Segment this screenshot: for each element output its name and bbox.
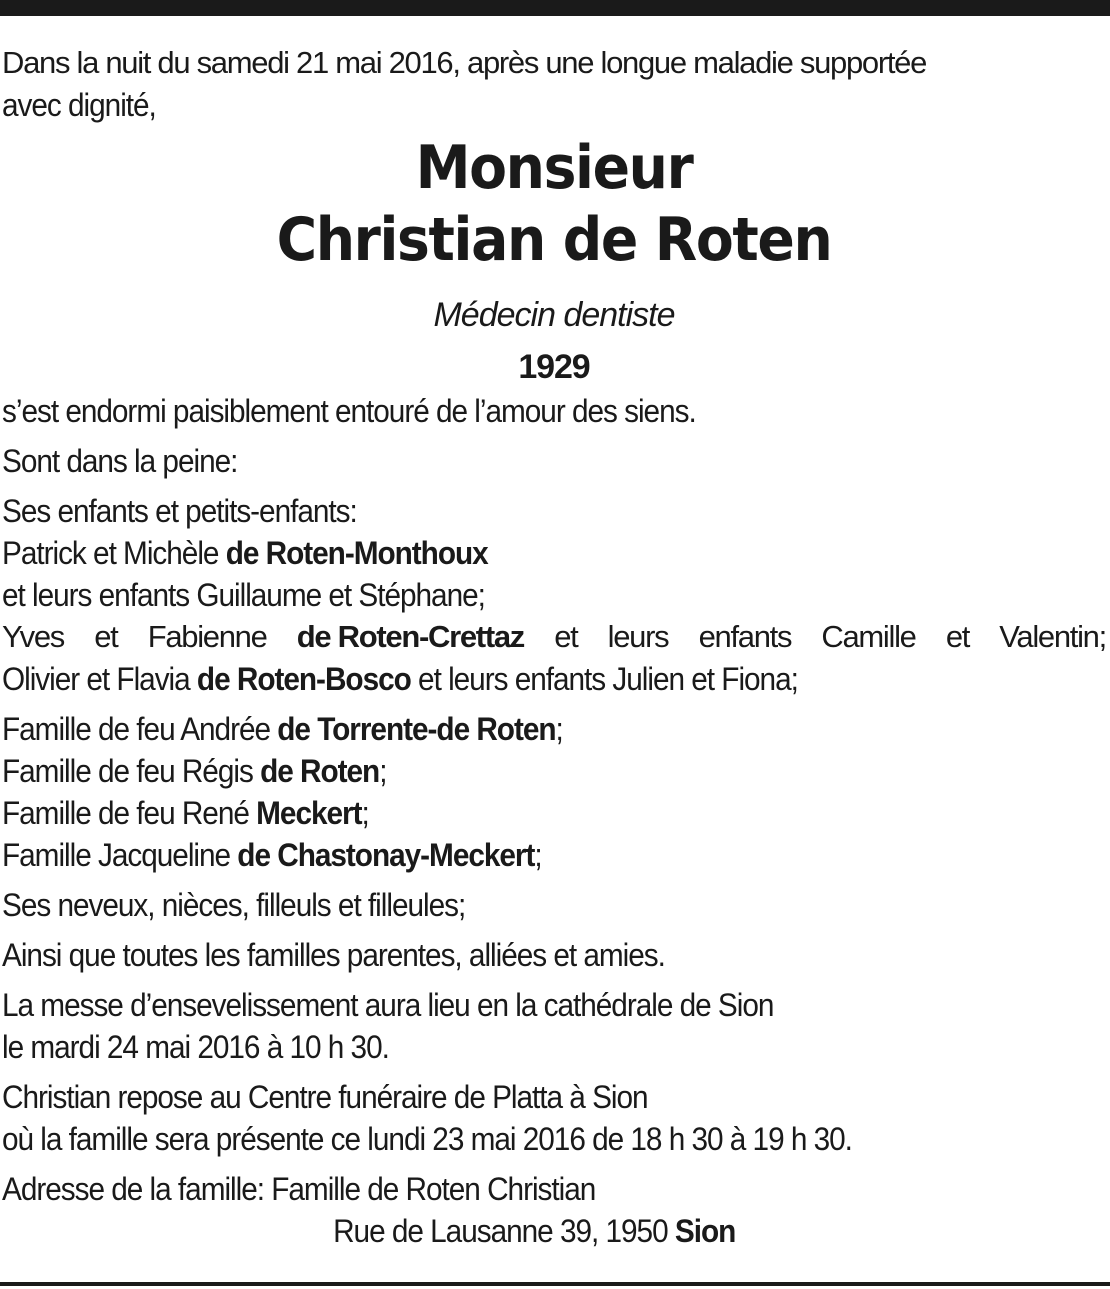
child-2-surname: de Roten-Crettaz <box>296 619 524 654</box>
child-3-line <box>2 658 1029 700</box>
deceased-name: Christian de Roten <box>276 205 832 275</box>
family-line: Famille Jacqueline de Chastonay-Meckert; <box>2 837 542 873</box>
funeral-section <box>2 984 1106 1068</box>
address-street-line <box>2 1210 1029 1252</box>
children-heading: Ses enfants et petits-enfants: <box>2 493 357 529</box>
child-3-surname: de Roten-Bosco <box>196 661 411 697</box>
child-1-surname: de Roten-Monthoux <box>225 535 488 571</box>
address-city: Sion <box>674 1213 736 1249</box>
funeral-line-1: La messe d’ensevelissement aura lieu en la cathédrale de Sion <box>2 987 774 1023</box>
family-line: Famille de feu Régis de Roten; <box>2 753 387 789</box>
intro-line-1: Dans la nuit du samedi 21 mai 2016, après une longue maladie supportée <box>2 45 927 80</box>
passing-statement: s’est endormi paisiblement entouré de l’amour des siens. <box>2 393 696 429</box>
child-2-line: Yves et Fabienne de Roten-Crettaz et leurs enfants Camille et Valentin; <box>2 616 1106 658</box>
child-1-grandchildren: et leurs enfants Guillaume et Stéphane; <box>2 577 485 613</box>
address-label: Adresse de la famille: Famille de Roten Christian <box>2 1171 596 1207</box>
address-street: Rue de Lausanne 39, 1950 <box>333 1213 668 1249</box>
address-section <box>2 1168 1106 1252</box>
family-line: Famille de feu René Meckert; <box>2 795 369 831</box>
intro-line-2: avec dignité, <box>2 87 156 123</box>
family-line: Famille de feu Andrée de Torrente-de Roten; <box>2 711 563 747</box>
child-1-line <box>2 532 1029 574</box>
child-3-grandchildren: et leurs enfants Julien et Fiona; <box>418 661 798 697</box>
families-section <box>2 708 1106 876</box>
deceased-profession: Médecin dentiste <box>433 296 675 334</box>
viewing-line-1: Christian repose au Centre funéraire de Platta à Sion <box>2 1079 648 1115</box>
obituary-notice <box>2 42 1106 1252</box>
relatives-line: Ses neveux, nièces, filleuls et filleules; <box>2 887 466 923</box>
others-line: Ainsi que toutes les familles parentes, alliées et amies. <box>2 937 665 973</box>
deceased-year: 1929 <box>518 348 590 386</box>
child-3-names: Olivier et Flavia <box>2 661 190 697</box>
viewing-section <box>2 1076 1106 1160</box>
top-border-rule <box>0 0 1110 16</box>
mourners-heading: Sont dans la peine: <box>2 443 238 479</box>
viewing-line-2: où la famille sera présente ce lundi 23 mai 2016 de 18 h 30 à 19 h 30. <box>2 1121 852 1157</box>
funeral-line-2: le mardi 24 mai 2016 à 10 h 30. <box>2 1029 389 1065</box>
children-section <box>2 490 1106 700</box>
child-1-names: Patrick et Michèle <box>2 535 219 571</box>
bottom-border-rule <box>0 1282 1110 1286</box>
deceased-honorific: Monsieur <box>415 133 693 203</box>
